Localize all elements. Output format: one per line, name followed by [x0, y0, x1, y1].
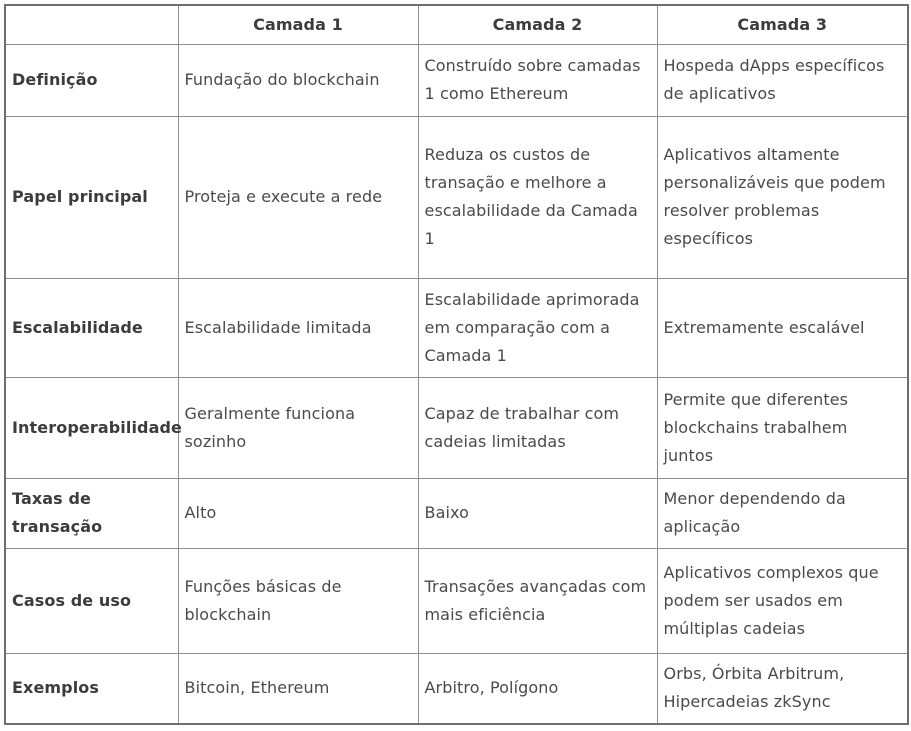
column-header-camada-3: Camada 3	[657, 5, 908, 44]
table-cell: Aplicativos altamente personalizáveis que podem resolver problemas específicos	[657, 116, 908, 278]
table-cell: Arbitro, Polígono	[418, 653, 657, 724]
table-row-definicao	[5, 44, 908, 116]
table-cell: Fundação do blockchain	[178, 44, 418, 116]
row-label: Escalabilidade	[5, 278, 178, 377]
table-cell: Construído sobre camadas 1 como Ethereum	[418, 44, 657, 116]
table-cell: Alto	[178, 478, 418, 548]
table-cell: Bitcoin, Ethereum	[178, 653, 418, 724]
column-header-camada-1: Camada 1	[178, 5, 418, 44]
table-cell: Proteja e execute a rede	[178, 116, 418, 278]
table-cell: Escalabilidade limitada	[178, 278, 418, 377]
table-cell: Capaz de trabalhar com cadeias limitadas	[418, 377, 657, 478]
comparison-table	[4, 4, 909, 725]
table-cell: Orbs, Órbita Arbitrum, Hipercadeias zkSync	[657, 653, 908, 724]
table-row-casos-de-uso	[5, 548, 908, 653]
row-label: Casos de uso	[5, 548, 178, 653]
column-header-camada-2: Camada 2	[418, 5, 657, 44]
row-label: Taxas de transação	[5, 478, 178, 548]
row-label: Definição	[5, 44, 178, 116]
table-row-escalabilidade	[5, 278, 908, 377]
table-cell: Hospeda dApps específicos de aplicativos	[657, 44, 908, 116]
row-label: Interoperabilidade	[5, 377, 178, 478]
table-cell: Escalabilidade aprimorada em comparação com a Camada 1	[418, 278, 657, 377]
table-cell: Menor dependendo da aplicação	[657, 478, 908, 548]
table-row-papel-principal	[5, 116, 908, 278]
table-row-interoperabilidade	[5, 377, 908, 478]
table-cell: Permite que diferentes blockchains trabalhem juntos	[657, 377, 908, 478]
table-cell: Aplicativos complexos que podem ser usados em múltiplas cadeias	[657, 548, 908, 653]
row-label: Papel principal	[5, 116, 178, 278]
table-cell: Geralmente funciona sozinho	[178, 377, 418, 478]
table-row-exemplos	[5, 653, 908, 724]
table-header-row	[5, 5, 908, 44]
row-label: Exemplos	[5, 653, 178, 724]
table-cell: Baixo	[418, 478, 657, 548]
header-corner-cell	[5, 5, 178, 44]
table-cell: Transações avançadas com mais eficiência	[418, 548, 657, 653]
table-cell: Funções básicas de blockchain	[178, 548, 418, 653]
table-cell: Reduza os custos de transação e melhore a escalabilidade da Camada 1	[418, 116, 657, 278]
table-cell: Extremamente escalável	[657, 278, 908, 377]
table-row-taxas-de-transacao	[5, 478, 908, 548]
